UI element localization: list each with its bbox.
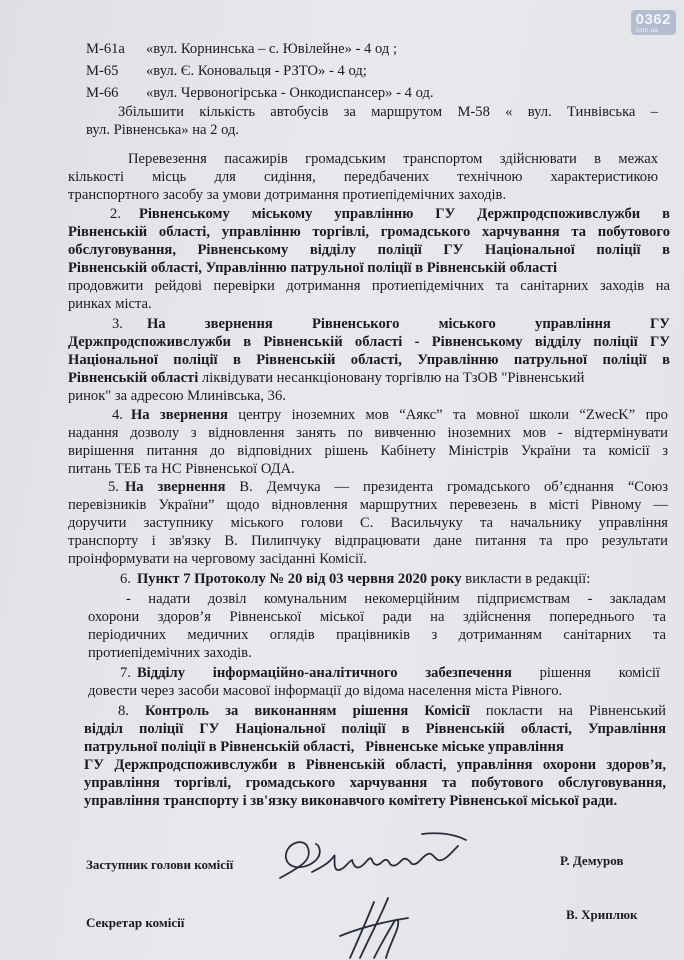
item-number: 7. xyxy=(120,665,131,681)
route-code: М-66 xyxy=(86,85,119,101)
bold-text: На звернення xyxy=(124,479,226,495)
item-2-line xyxy=(68,241,670,259)
item-3-line xyxy=(68,351,670,369)
route-code: М-65 xyxy=(86,63,119,79)
item-3-line xyxy=(112,315,670,333)
item-number: 4. xyxy=(112,407,123,423)
item-number: 8. xyxy=(118,703,129,719)
route-text: «вул. Є. Коновальця - РЗТО» - 4 од; xyxy=(146,63,367,79)
watermark-brand: 0362 xyxy=(635,11,671,28)
item-5-line: доручити заступнику міського голови С. Васильчуку та начальнику управління xyxy=(68,515,668,531)
site-watermark xyxy=(631,10,676,35)
item-number: 5. xyxy=(108,479,119,495)
bold-text: патрульної поліції в Рівненській області, xyxy=(84,739,355,755)
item-8-line xyxy=(84,756,666,774)
item-5-line: проінформувати на черговому засіданні Комісії. xyxy=(68,551,367,567)
item-5-line: транспорту і зв'язку В. Пилипчуку відпрацювати дане питання та про результати xyxy=(68,533,668,549)
deputy-title xyxy=(86,856,233,874)
item-4-line: надання дозволу з відновлення занять по вивченню іноземних мов - відтермінувати xyxy=(68,425,668,441)
bold-text: Заступник голови комісії xyxy=(86,857,234,872)
bold-text: Рівненській області, управлінню торгівлі, громадського харчування та побутового xyxy=(68,224,670,240)
bold-text: На звернення Рівненського міського управління ГУ xyxy=(146,316,670,332)
bold-text: ГУ Держпродспоживслужби в Рівненській області, управління охорони здоров’я, xyxy=(84,757,666,773)
bold-text: управління транспорту і зв'язку виконавчого комітету Рівненської міської ради. xyxy=(84,793,618,809)
item-6-line xyxy=(120,570,590,588)
route-text: «вул. Корнинська – с. Ювілейне» - 4 од ; xyxy=(146,41,398,57)
item-number: 6. xyxy=(120,571,131,587)
bold-text: Рівненське міське управління xyxy=(365,739,564,755)
item-8-line xyxy=(84,738,564,756)
paragraph-line: Перевезення пасажирів громадським транспортом здійснювати в межах xyxy=(128,151,658,167)
bold-text: відділ поліції ГУ Національної поліції в Рівненській області, Управління xyxy=(84,721,666,737)
paragraph-line: кількості місць для сидіння, передбачених технічною характеристикою xyxy=(68,169,658,185)
item-8-line xyxy=(84,792,617,810)
item-8-line xyxy=(84,774,666,792)
bold-text: Рівненській області, Управлінню патрульної поліції в Рівненській області xyxy=(68,260,558,276)
item-2-line: продовжити рейдові перевірки дотримання протиепідемічних та санітарних заходів на xyxy=(68,278,670,294)
item-5-line: перевізників України” щодо відновлення маршрутних перевезень в місті Рівному — xyxy=(68,497,668,513)
item-2-line xyxy=(68,259,557,277)
paragraph-line: Збільшити кількість автобусів за маршрутом М-58 « вул. Тинвівська – xyxy=(118,104,658,120)
item-8-line xyxy=(84,720,666,738)
item-number: 3. xyxy=(112,316,123,332)
plain-text: центру іноземних мов “Аякс” та мовної школи “ZwecK” про xyxy=(227,407,668,423)
route-line xyxy=(86,40,397,58)
bold-text: Секретар комісії xyxy=(86,915,185,930)
plain-text: викласти в редакції: xyxy=(461,571,591,587)
route-line xyxy=(86,84,434,102)
item-2-line: ринках міста. xyxy=(68,296,152,312)
bold-text: В. Хриплюк xyxy=(566,907,638,922)
plain-text: В. Демчука — президента громадського об’єднання “Союз xyxy=(225,479,668,495)
plain-text: покласти на Рівненський xyxy=(469,703,666,719)
item-3-line xyxy=(68,333,670,351)
paragraph-line: транспортного засобу за умови дотримання протиепідемічних заходів. xyxy=(68,187,507,203)
plain-text: рішення комісії xyxy=(511,665,660,681)
bold-text: Контроль за виконанням рішення Комісії xyxy=(144,703,470,719)
secretary-signature xyxy=(330,892,420,960)
item-8-line xyxy=(118,702,666,720)
item-7-line xyxy=(120,664,660,682)
route-line xyxy=(86,62,367,80)
item-6-line: періодичних медичних оглядів працівників з дотриманням санітарних та xyxy=(88,627,666,643)
item-4-line xyxy=(112,406,668,424)
bold-text: Рівненській області xyxy=(68,370,199,386)
bold-text: обслуговування, Рівненському відділу поліції ГУ Національної поліції в xyxy=(68,242,670,258)
route-code: М-61а xyxy=(86,41,125,57)
item-number: 2. xyxy=(110,206,121,222)
bold-text: Відділу інформаційно-аналітичного забезпечення xyxy=(136,665,512,681)
bold-text: Національної поліції в Рівненській області, Управлінню патрульної поліції в xyxy=(68,352,670,368)
item-6-line: охорони здоров’я Рівненської міської ради на здійснення попереднього та xyxy=(88,609,666,625)
bold-text: управління торгівлі, громадського харчування та побутового обслуговування, xyxy=(84,775,666,791)
deputy-name xyxy=(560,852,623,870)
item-6-line: - надати дозвіл комунальним некомерційним підприємствам - закладам xyxy=(126,591,666,607)
item-5-line xyxy=(108,478,668,496)
item-3-line xyxy=(68,369,584,387)
bold-text: Держпродспоживслужби в Рівненській області - Рівненському відділу поліції ГУ xyxy=(68,334,670,350)
item-2-line xyxy=(68,223,670,241)
bold-text: На звернення xyxy=(130,407,228,423)
bold-text: Рівненському міському управлінню ГУ Держпродспоживслужби в xyxy=(138,206,670,222)
item-3-line: ринок" за адресою Млинівська, 36. xyxy=(68,388,286,404)
bold-text: Пункт 7 Протоколу № 20 від 03 червня 2020 року xyxy=(136,571,462,587)
item-4-line: вирішення питання до відповідних рішень Кабінету Міністрів України та комісії з xyxy=(68,443,668,459)
item-2-line xyxy=(110,205,670,223)
route-text: «вул. Червоногірська - Онкодиспансер» - 4 од. xyxy=(146,85,434,101)
plain-text xyxy=(354,739,365,755)
plain-text: ліквідувати несанкціоновану торгівлю на ТзОВ "Рівненський xyxy=(198,370,585,386)
secretary-name xyxy=(566,906,638,924)
item-7-line: довести через засоби масової інформації до відома населення міста Рівного. xyxy=(88,683,563,699)
item-4-line: питань ТЕБ та НС Рівненської ОДА. xyxy=(68,461,295,477)
secretary-title xyxy=(86,914,184,932)
watermark-sub: com.ua xyxy=(635,28,659,34)
deputy-signature xyxy=(272,826,472,896)
item-6-line: протиепідемічних заходів. xyxy=(88,645,252,661)
bold-text: Р. Демуров xyxy=(560,853,624,868)
paragraph-line: вул. Рівненська» на 2 од. xyxy=(86,122,240,138)
